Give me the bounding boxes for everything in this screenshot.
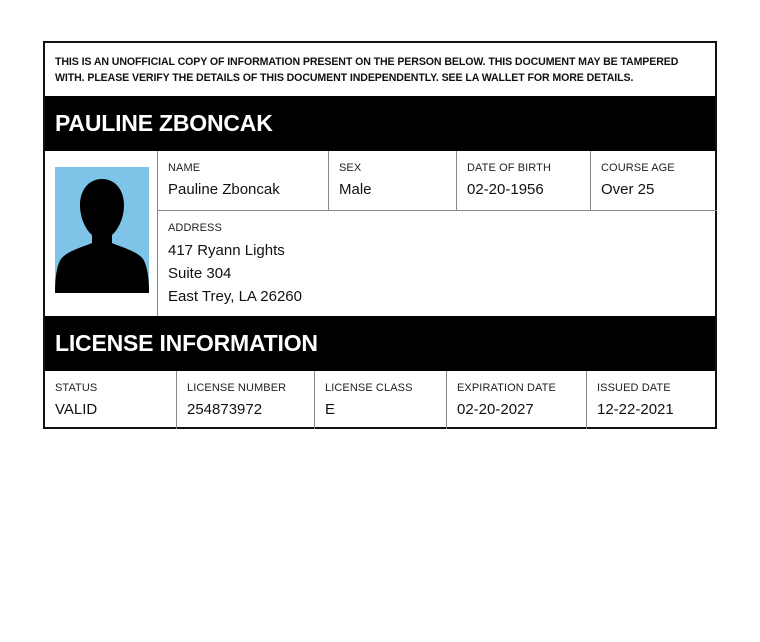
license-class-value: E	[325, 401, 336, 418]
license-class-label: LICENSE CLASS	[325, 382, 413, 394]
address-line-1: 417 Ryann Lights	[168, 242, 285, 259]
photo-cell	[45, 151, 158, 316]
course-age-label: COURSE AGE	[601, 162, 675, 174]
name-field	[158, 151, 329, 211]
dob-field	[457, 151, 591, 211]
sex-value: Male	[339, 181, 372, 198]
status-field	[45, 371, 177, 429]
address-line-2: Suite 304	[168, 265, 232, 282]
course-age-field	[591, 151, 717, 211]
sex-field	[329, 151, 457, 211]
disclaimer-text	[45, 43, 715, 96]
status-value: VALID	[55, 401, 98, 418]
address-field	[158, 211, 717, 316]
holder-name-header: PAULINE ZBONCAK	[45, 96, 715, 151]
license-number-field	[177, 371, 315, 429]
disclaimer-line-1: THIS IS AN UNOFFICIAL COPY OF INFORMATION PRESENT ON THE PERSON BELOW. THIS DOCUMENT MAY BE TAMPERED	[55, 56, 679, 68]
expiration-date-field	[447, 371, 587, 429]
address-label: ADDRESS	[168, 222, 222, 234]
issued-date-field	[587, 371, 717, 429]
name-value: Pauline Zboncak	[168, 181, 280, 198]
course-age-value: Over 25	[601, 181, 655, 198]
issued-date-label: ISSUED DATE	[597, 382, 671, 394]
expiration-date-label: EXPIRATION DATE	[457, 382, 556, 394]
address-line-3: East Trey, LA 26260	[168, 288, 302, 305]
license-card	[43, 41, 717, 429]
dob-value: 02-20-1956	[467, 181, 544, 198]
license-info-header: LICENSE INFORMATION	[45, 316, 715, 371]
name-label: NAME	[168, 162, 201, 174]
person-silhouette-icon	[55, 167, 149, 293]
sex-label: SEX	[339, 162, 362, 174]
license-number-value: 254873972	[187, 401, 263, 418]
license-class-field	[315, 371, 447, 429]
address-value	[168, 239, 717, 308]
disclaimer-line-2: WITH. PLEASE VERIFY THE DETAILS OF THIS DOCUMENT INDEPENDENTLY. SEE LA WALLET FOR MORE DETAILS.	[55, 72, 634, 84]
issued-date-value: 12-22-2021	[597, 401, 674, 418]
status-label: STATUS	[55, 382, 98, 394]
license-number-label: LICENSE NUMBER	[187, 382, 287, 394]
dob-label: DATE OF BIRTH	[467, 162, 552, 174]
expiration-date-value: 02-20-2027	[457, 401, 534, 418]
